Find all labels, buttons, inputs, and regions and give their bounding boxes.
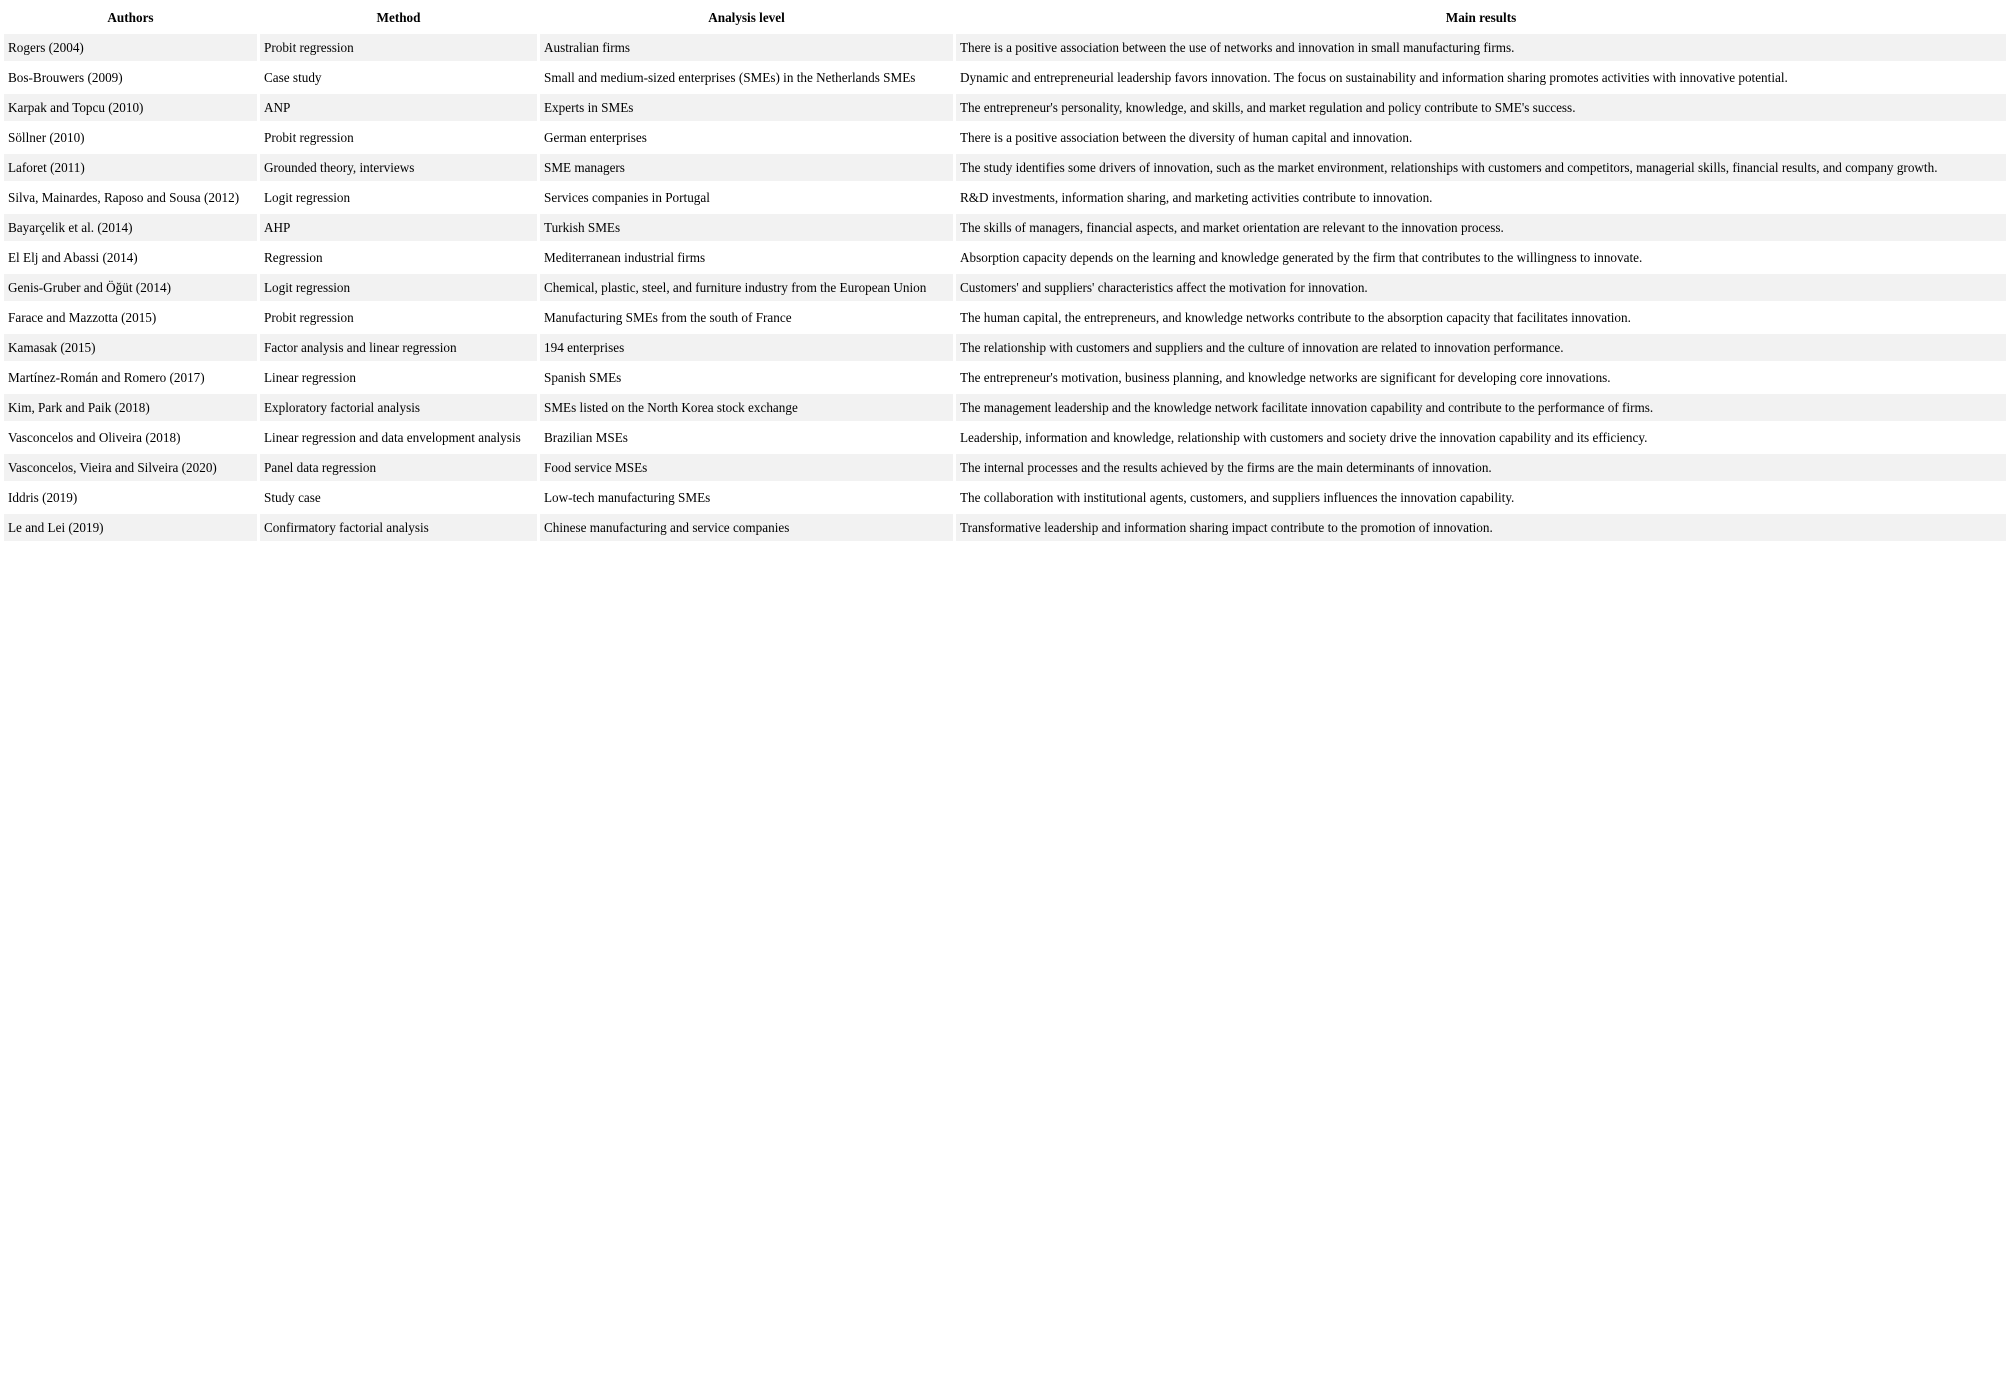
table-row [4, 274, 2006, 301]
cell-method: Linear regression and data envelopment analysis [260, 424, 537, 451]
cell-main-results: There is a positive association between the use of networks and innovation in small manufacturing firms. [956, 34, 2006, 61]
cell-method: Panel data regression [260, 454, 537, 481]
cell-method: Logit regression [260, 184, 537, 211]
cell-analysis-level: 194 enterprises [540, 334, 953, 361]
cell-method: Case study [260, 64, 537, 91]
table-row [4, 184, 2006, 211]
cell-main-results: The human capital, the entrepreneurs, and knowledge networks contribute to the absorption capacity that facilitates innovation. [956, 304, 2006, 331]
cell-main-results: The entrepreneur's personality, knowledge, and skills, and market regulation and policy contribute to SME's success. [956, 94, 2006, 121]
cell-main-results: Transformative leadership and information sharing impact contribute to the promotion of innovation. [956, 514, 2006, 541]
table-row [4, 394, 2006, 421]
cell-method: Exploratory factorial analysis [260, 394, 537, 421]
header-row [4, 4, 2006, 31]
cell-main-results: The study identifies some drivers of innovation, such as the market environment, relationships with customers and competitors, managerial skills, financial results, and company growth. [956, 154, 2006, 181]
cell-method: Grounded theory, interviews [260, 154, 537, 181]
cell-analysis-level: Manufacturing SMEs from the south of France [540, 304, 953, 331]
cell-authors: Genis-Gruber and Öğüt (2014) [4, 274, 257, 301]
cell-authors: Vasconcelos and Oliveira (2018) [4, 424, 257, 451]
literature-table [1, 1, 2009, 544]
cell-authors: Söllner (2010) [4, 124, 257, 151]
header-authors: Authors [107, 9, 154, 25]
cell-authors: Iddris (2019) [4, 484, 257, 511]
cell-authors: Le and Lei (2019) [4, 514, 257, 541]
cell-analysis-level: Chemical, plastic, steel, and furniture industry from the European Union [540, 274, 953, 301]
cell-main-results: The entrepreneur's motivation, business planning, and knowledge networks are significant for developing core innovations. [956, 364, 2006, 391]
table-row [4, 34, 2006, 61]
cell-method: AHP [260, 214, 537, 241]
cell-analysis-level: Turkish SMEs [540, 214, 953, 241]
cell-authors: El Elj and Abassi (2014) [4, 244, 257, 271]
cell-analysis-level: Experts in SMEs [540, 94, 953, 121]
cell-authors: Silva, Mainardes, Raposo and Sousa (2012) [4, 184, 257, 211]
cell-analysis-level: Brazilian MSEs [540, 424, 953, 451]
cell-authors: Rogers (2004) [4, 34, 257, 61]
cell-method: ANP [260, 94, 537, 121]
table-row [4, 244, 2006, 271]
cell-method: Confirmatory factorial analysis [260, 514, 537, 541]
cell-method: Probit regression [260, 124, 537, 151]
cell-analysis-level: Small and medium-sized enterprises (SMEs) in the Netherlands SMEs [540, 64, 953, 91]
cell-authors: Laforet (2011) [4, 154, 257, 181]
table-row [4, 64, 2006, 91]
cell-method: Linear regression [260, 364, 537, 391]
cell-authors: Bayarçelik et al. (2014) [4, 214, 257, 241]
table-row [4, 454, 2006, 481]
header-main-results: Main results [1445, 9, 1517, 25]
cell-analysis-level: Services companies in Portugal [540, 184, 953, 211]
table-row [4, 364, 2006, 391]
cell-method: Regression [260, 244, 537, 271]
cell-analysis-level: Chinese manufacturing and service companies [540, 514, 953, 541]
cell-analysis-level: German enterprises [540, 124, 953, 151]
cell-main-results: The collaboration with institutional agents, customers, and suppliers influences the innovation capability. [956, 484, 2006, 511]
table-row [4, 514, 2006, 541]
table-row [4, 424, 2006, 451]
header-method: Method [376, 9, 421, 25]
cell-main-results: The management leadership and the knowledge network facilitate innovation capability and contribute to the performance of firms. [956, 394, 2006, 421]
cell-main-results: Leadership, information and knowledge, relationship with customers and society drive the innovation capability and its efficiency. [956, 424, 2006, 451]
cell-analysis-level: Australian firms [540, 34, 953, 61]
cell-main-results: The skills of managers, financial aspects, and market orientation are relevant to the innovation process. [956, 214, 2006, 241]
cell-authors: Farace and Mazzotta (2015) [4, 304, 257, 331]
cell-authors: Vasconcelos, Vieira and Silveira (2020) [4, 454, 257, 481]
table-body [4, 34, 2006, 541]
cell-main-results: Absorption capacity depends on the learning and knowledge generated by the firm that contributes to the willingness to innovate. [956, 244, 2006, 271]
table-row [4, 334, 2006, 361]
table-container [0, 0, 2014, 544]
cell-analysis-level: Food service MSEs [540, 454, 953, 481]
cell-main-results: Dynamic and entrepreneurial leadership favors innovation. The focus on sustainability and information sharing promotes activities with innovative potential. [956, 64, 2006, 91]
cell-authors: Karpak and Topcu (2010) [4, 94, 257, 121]
header-analysis-level: Analysis level [708, 9, 785, 25]
table-row [4, 94, 2006, 121]
cell-method: Study case [260, 484, 537, 511]
cell-authors: Kim, Park and Paik (2018) [4, 394, 257, 421]
cell-authors: Martínez-Román and Romero (2017) [4, 364, 257, 391]
table-row [4, 154, 2006, 181]
cell-authors: Bos-Brouwers (2009) [4, 64, 257, 91]
cell-main-results: There is a positive association between the diversity of human capital and innovation. [956, 124, 2006, 151]
table-row [4, 124, 2006, 151]
cell-main-results: The internal processes and the results achieved by the firms are the main determinants of innovation. [956, 454, 2006, 481]
cell-main-results: R&D investments, information sharing, and marketing activities contribute to innovation. [956, 184, 2006, 211]
cell-analysis-level: SMEs listed on the North Korea stock exchange [540, 394, 953, 421]
table-row [4, 484, 2006, 511]
cell-analysis-level: SME managers [540, 154, 953, 181]
cell-analysis-level: Low-tech manufacturing SMEs [540, 484, 953, 511]
cell-method: Probit regression [260, 34, 537, 61]
cell-method: Logit regression [260, 274, 537, 301]
cell-method: Probit regression [260, 304, 537, 331]
table-header [4, 4, 2006, 31]
cell-method: Factor analysis and linear regression [260, 334, 537, 361]
cell-analysis-level: Spanish SMEs [540, 364, 953, 391]
cell-main-results: Customers' and suppliers' characteristics affect the motivation for innovation. [956, 274, 2006, 301]
table-row [4, 214, 2006, 241]
cell-authors: Kamasak (2015) [4, 334, 257, 361]
cell-analysis-level: Mediterranean industrial firms [540, 244, 953, 271]
table-row [4, 304, 2006, 331]
cell-main-results: The relationship with customers and suppliers and the culture of innovation are related to innovation performance. [956, 334, 2006, 361]
